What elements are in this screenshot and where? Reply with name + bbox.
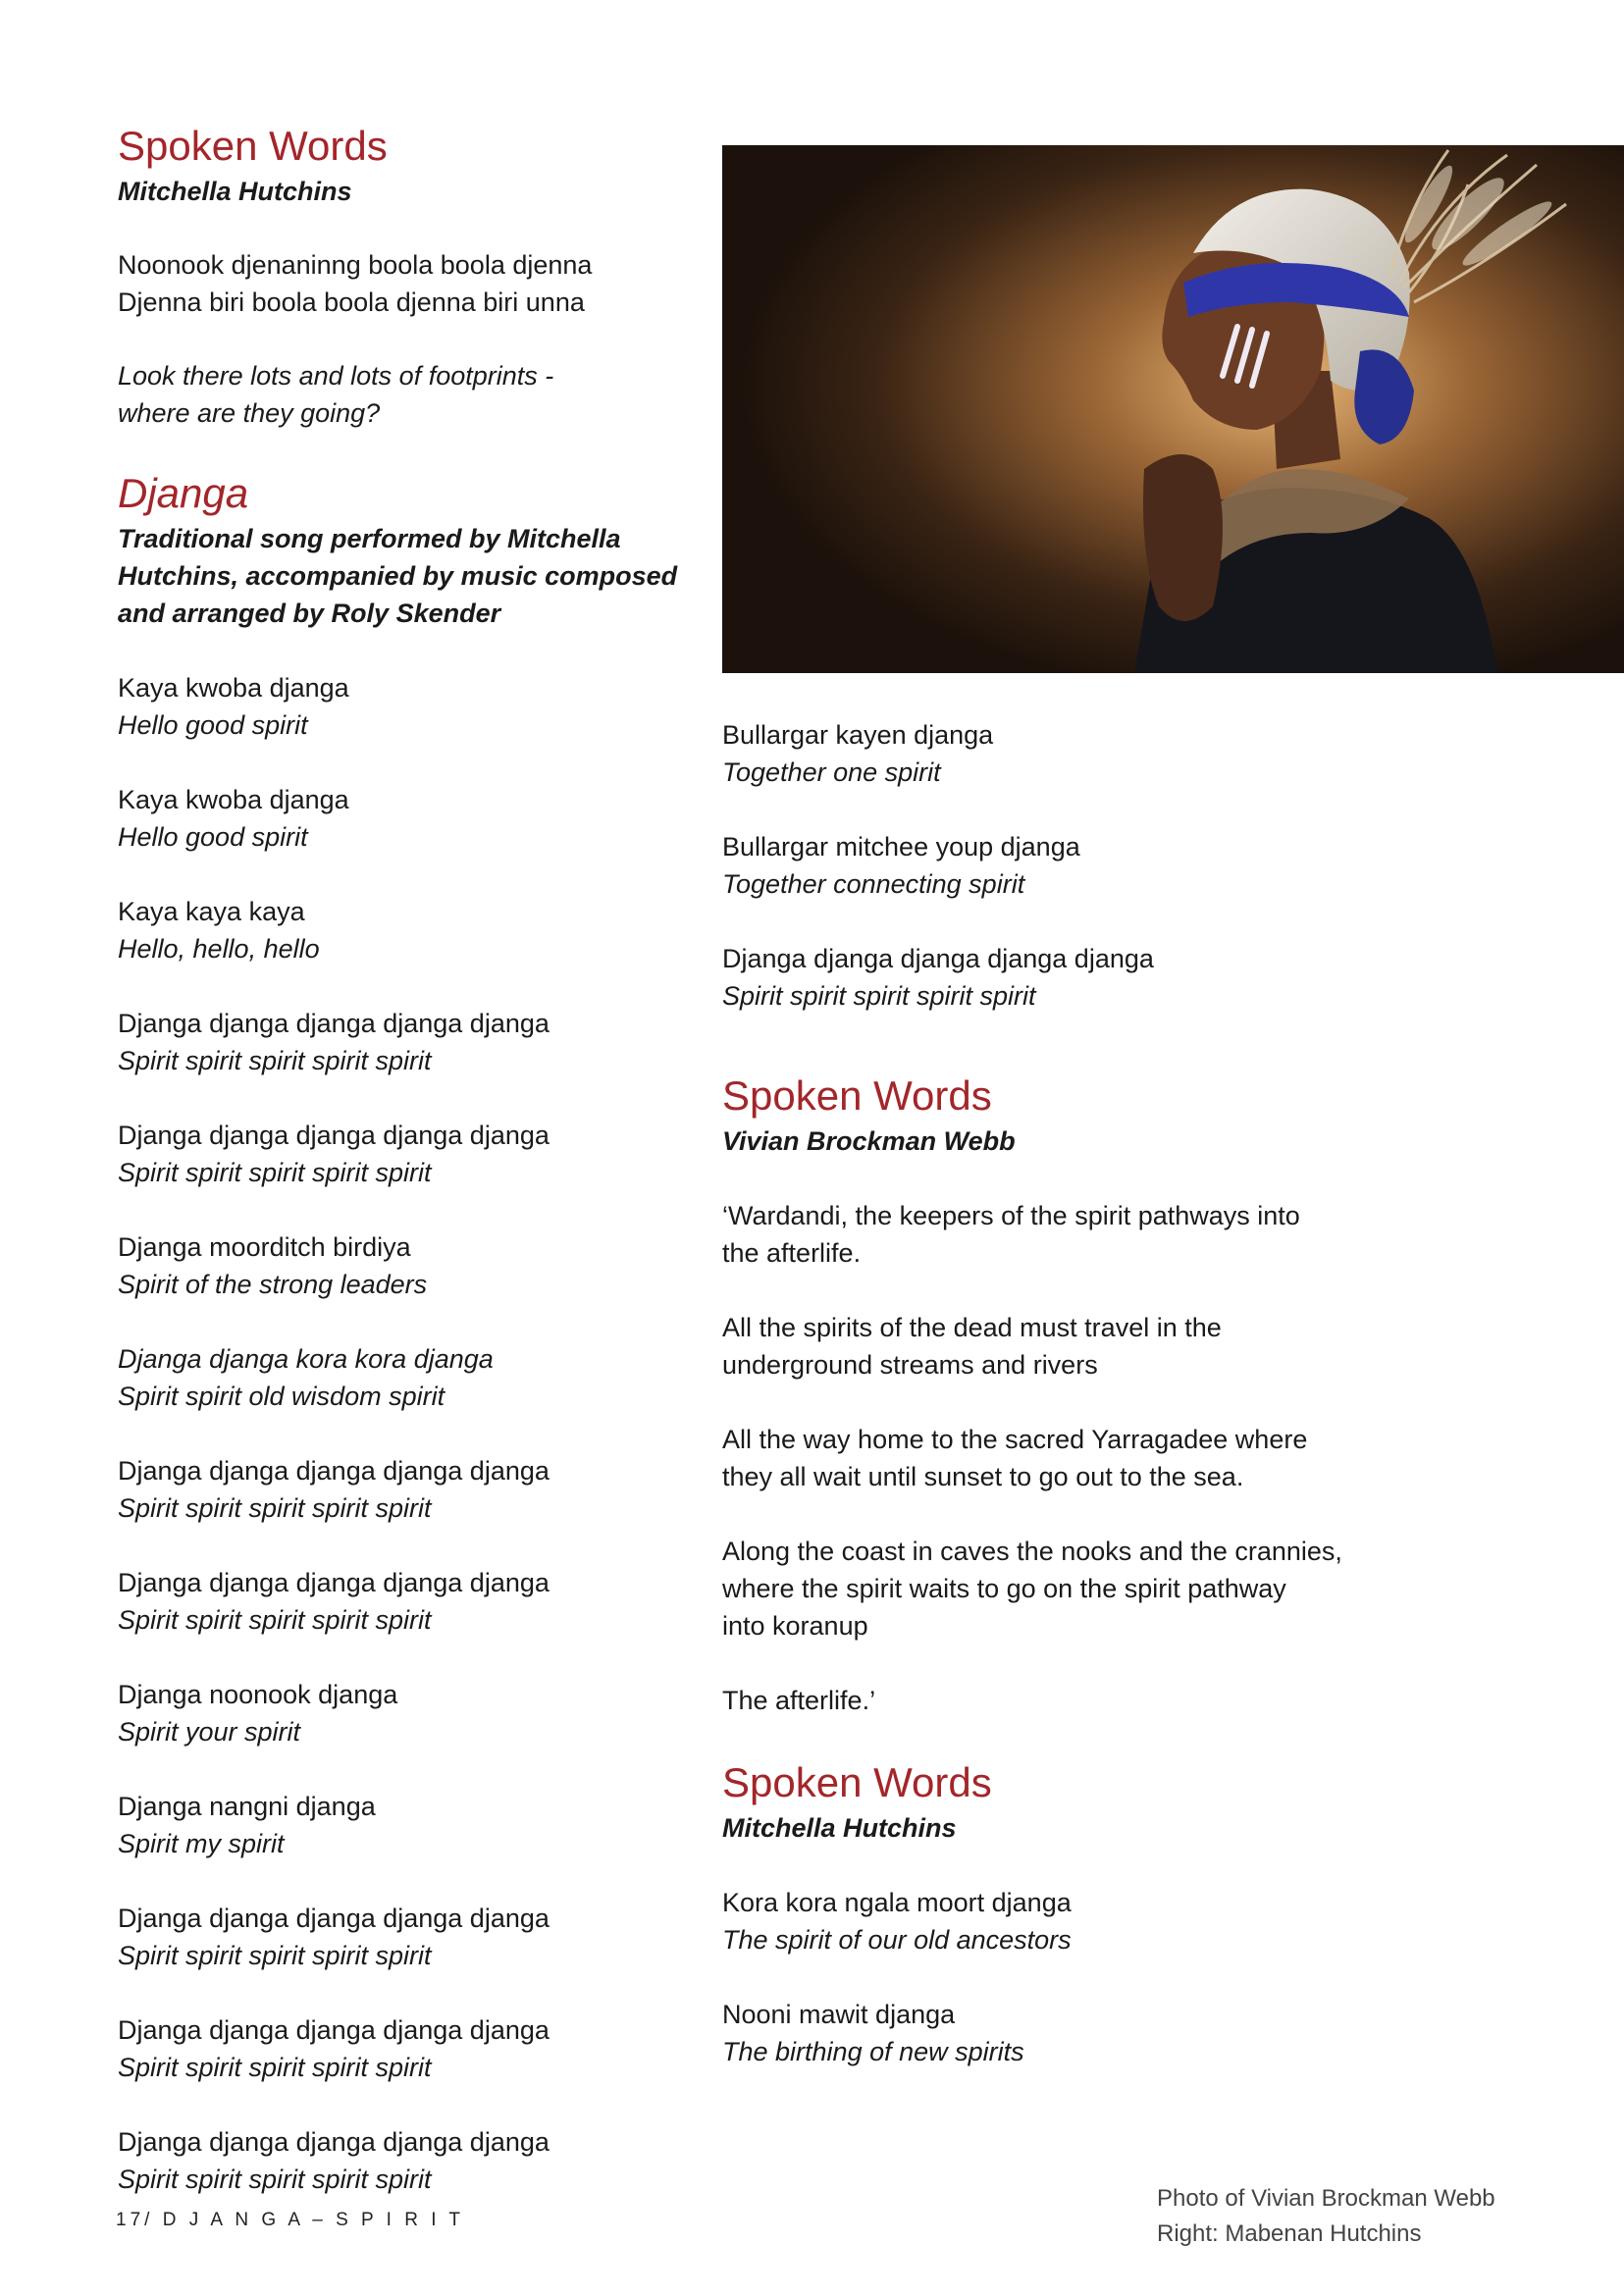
paragraph-line: All the way home to the sacred Yarragadee where bbox=[722, 1425, 1308, 1454]
translation-line: Spirit spirit spirit spirit spirit bbox=[118, 1941, 432, 1970]
translation-line: Spirit your spirit bbox=[118, 1717, 301, 1747]
lyric-line: Djanga djanga djanga djanga djanga bbox=[118, 1568, 550, 1597]
lyric-line: Djanga djanga djanga djanga djanga bbox=[118, 2015, 550, 2045]
lyric-line: Djanga djanga djanga djanga djanga bbox=[118, 1456, 550, 1486]
song-verses bbox=[118, 632, 697, 2198]
song-credit bbox=[118, 520, 697, 632]
spoken-paragraph bbox=[722, 1197, 1409, 1272]
paragraph-line: they all wait until sunset to go out to the sea. bbox=[722, 1462, 1244, 1491]
translation-line: Spirit spirit spirit spirit spirit bbox=[118, 1046, 432, 1075]
verse bbox=[118, 669, 697, 744]
translation-line: Together one spirit bbox=[722, 757, 941, 787]
left-column bbox=[118, 120, 697, 2198]
hutchins-verses bbox=[722, 1847, 1409, 2070]
verse bbox=[118, 1788, 697, 1862]
translation-line: Together connecting spirit bbox=[722, 869, 1025, 899]
webb-paragraphs bbox=[722, 1160, 1409, 1719]
translation-line: Hello, hello, hello bbox=[118, 934, 320, 964]
lyric-line: Kaya kwoba djanga bbox=[118, 785, 349, 814]
lyric-line: Djanga djanga djanga djanga djanga bbox=[118, 1009, 550, 1038]
lyric-line: Kora kora ngala moort djanga bbox=[722, 1888, 1072, 1917]
song-continued bbox=[722, 716, 1409, 1015]
lyric-line: Bullargar kayen djanga bbox=[722, 720, 994, 750]
verse bbox=[118, 893, 697, 967]
intro-lines bbox=[118, 246, 697, 321]
lyric-line: Kaya kaya kaya bbox=[118, 897, 305, 926]
translation-line: Hello good spirit bbox=[118, 710, 308, 740]
translation-line: where are they going? bbox=[118, 398, 381, 428]
translation-line: Spirit spirit spirit spirit spirit bbox=[722, 981, 1036, 1011]
lyric-line: Djanga nangni djanga bbox=[118, 1792, 376, 1821]
paragraph-line: The afterlife.’ bbox=[722, 1686, 876, 1715]
section-heading-spoken-words: Spoken Words bbox=[118, 123, 388, 169]
spoken-paragraph bbox=[722, 1533, 1409, 1644]
credit-line: Traditional song performed by Mitchella bbox=[118, 524, 621, 553]
spoken-paragraph bbox=[722, 1309, 1409, 1383]
lyric-line: Kaya kwoba djanga bbox=[118, 673, 349, 703]
byline: Mitchella Hutchins bbox=[118, 177, 352, 206]
verse bbox=[722, 940, 1409, 1015]
verse bbox=[118, 1117, 697, 1191]
translation-line: Spirit spirit spirit spirit spirit bbox=[118, 1605, 432, 1635]
lyric-line: Djanga noonook djanga bbox=[118, 1680, 398, 1709]
paragraph-line: the afterlife. bbox=[722, 1238, 862, 1268]
lyric-line: Nooni mawit djanga bbox=[722, 2000, 956, 2029]
translation-line: Spirit spirit spirit spirit spirit bbox=[118, 1493, 432, 1523]
verse bbox=[118, 1676, 697, 1750]
spoken-paragraph bbox=[722, 1682, 1409, 1719]
translation-line: Spirit spirit spirit spirit spirit bbox=[118, 1158, 432, 1187]
portrait-photo bbox=[722, 145, 1624, 673]
credit-line: and arranged by Roly Skender bbox=[118, 599, 501, 628]
caption-line: Right: Mabenan Hutchins bbox=[1157, 2220, 1422, 2247]
section-heading-spoken-words-webb: Spoken Words bbox=[722, 1072, 992, 1119]
lyric-line: Noonook djenaninng boola boola djenna bbox=[118, 250, 593, 280]
lyric-line: Bullargar mitchee youp djanga bbox=[722, 832, 1080, 861]
paragraph-line: underground streams and rivers bbox=[722, 1350, 1098, 1380]
translation-line: Spirit spirit spirit spirit spirit bbox=[118, 2165, 432, 2194]
paragraph-line: ‘Wardandi, the keepers of the spirit pathways into bbox=[722, 1201, 1300, 1230]
translation-line: Look there lots and lots of footprints - bbox=[118, 361, 554, 391]
translation-line: Spirit my spirit bbox=[118, 1829, 285, 1858]
lyric-line: Djanga djanga kora kora djanga bbox=[118, 1344, 494, 1374]
credit-line: Hutchins, accompanied by music composed bbox=[118, 561, 678, 591]
verse bbox=[118, 2123, 697, 2198]
verse bbox=[118, 1228, 697, 1303]
verse bbox=[118, 781, 697, 856]
verse bbox=[118, 1564, 697, 1639]
lyric-line: Djanga djanga djanga djanga djanga bbox=[118, 2127, 550, 2157]
lyric-line: Djanga djanga djanga djanga djanga bbox=[118, 1121, 550, 1150]
lyric-line: Djanga djanga djanga djanga djanga bbox=[118, 1904, 550, 1933]
byline-webb: Vivian Brockman Webb bbox=[722, 1126, 1016, 1156]
paragraph-line: Along the coast in caves the nooks and the crannies, bbox=[722, 1537, 1342, 1566]
section-heading-djanga: Djanga bbox=[118, 470, 249, 516]
photo-caption bbox=[1157, 2181, 1495, 2252]
verse bbox=[722, 828, 1409, 903]
paragraph-line: All the spirits of the dead must travel in the bbox=[722, 1313, 1222, 1342]
verse bbox=[118, 1005, 697, 1079]
verse bbox=[722, 1996, 1409, 2070]
intro-translation bbox=[118, 357, 697, 432]
lyric-line: Djenna biri boola boola djenna biri unna bbox=[118, 287, 585, 317]
translation-line: Hello good spirit bbox=[118, 822, 308, 852]
lyric-line: Djanga moorditch birdiya bbox=[118, 1232, 411, 1262]
translation-line: The spirit of our old ancestors bbox=[722, 1925, 1072, 1955]
paragraph-line: into koranup bbox=[722, 1611, 868, 1641]
verse bbox=[722, 716, 1409, 791]
translation-line: The birthing of new spirits bbox=[722, 2037, 1024, 2066]
paragraph-line: where the spirit waits to go on the spirit pathway bbox=[722, 1574, 1286, 1603]
verse bbox=[118, 1340, 697, 1415]
byline-hutchins: Mitchella Hutchins bbox=[722, 1813, 957, 1843]
page-footer: 17/ D J A N G A – S P I R I T bbox=[116, 2210, 465, 2230]
caption-line: Photo of Vivian Brockman Webb bbox=[1157, 2185, 1495, 2212]
verse bbox=[118, 1900, 697, 1974]
spoken-paragraph bbox=[722, 1421, 1409, 1495]
verse bbox=[118, 2011, 697, 2086]
right-column bbox=[722, 716, 1409, 2070]
verse bbox=[722, 1884, 1409, 1958]
translation-line: Spirit of the strong leaders bbox=[118, 1270, 428, 1299]
translation-line: Spirit spirit old wisdom spirit bbox=[118, 1382, 445, 1411]
translation-line: Spirit spirit spirit spirit spirit bbox=[118, 2053, 432, 2082]
section-heading-spoken-words-hutchins: Spoken Words bbox=[722, 1759, 992, 1805]
verse bbox=[118, 1452, 697, 1527]
lyric-line: Djanga djanga djanga djanga djanga bbox=[722, 944, 1154, 973]
